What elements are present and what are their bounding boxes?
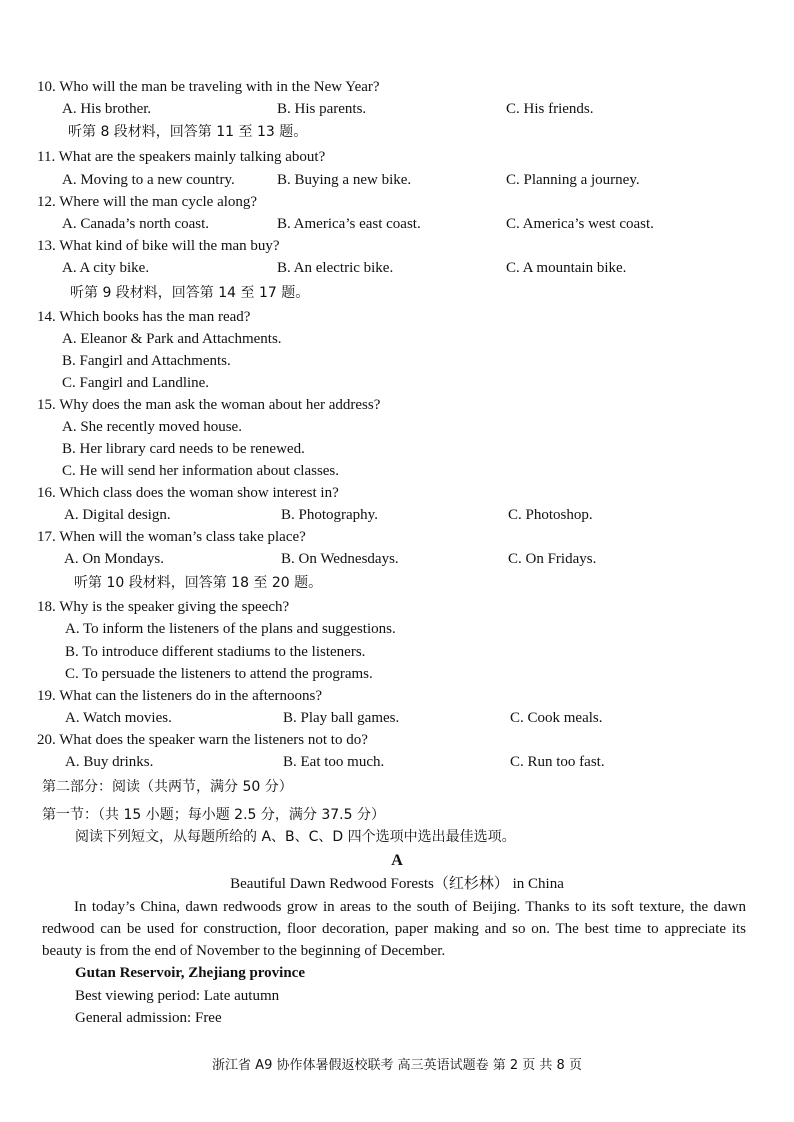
option-b: B. America’s east coast. xyxy=(277,216,421,232)
question-stem: 15. Why does the man ask the woman about her address? xyxy=(37,397,381,413)
question-11 xyxy=(0,146,794,168)
place-heading xyxy=(0,962,794,984)
option-c: C. On Fridays. xyxy=(508,551,597,567)
question-stem: 19. What can the listeners do in the afternoons? xyxy=(37,688,323,704)
section1-heading xyxy=(0,804,794,826)
instruction-seg10 xyxy=(0,572,794,594)
page-footer: 浙江省 A9 协作体暑假返校联考 高三英语试题卷 第 2 页 共 8 页 xyxy=(212,1058,582,1073)
option-b: B. Fangirl and Attachments. xyxy=(62,353,231,369)
question-19-options xyxy=(0,707,794,729)
instruction-text: 听第 10 段材料，回答第 18 至 20 题。 xyxy=(74,575,323,591)
question-stem: 12. Where will the man cycle along? xyxy=(37,194,258,210)
reading-directions-text: 阅读下列短文，从每题所给的 A、B、C、D 四个选项中选出最佳选项。 xyxy=(75,829,516,845)
option-b: B. Photography. xyxy=(281,507,378,523)
question-stem: 13. What kind of bike will the man buy? xyxy=(37,238,280,254)
option-b: B. To introduce different stadiums to the listeners. xyxy=(65,644,366,660)
option-a: A. Eleanor & Park and Attachments. xyxy=(62,331,282,347)
viewing-period-text: Best viewing period: Late autumn xyxy=(75,988,280,1004)
option-c: C. Fangirl and Landline. xyxy=(62,375,210,391)
option-c: C. To persuade the listeners to attend the programs. xyxy=(65,666,373,682)
question-12 xyxy=(0,191,794,213)
option-a: A. On Mondays. xyxy=(64,551,164,567)
option-a: A. Digital design. xyxy=(64,507,171,523)
question-10 xyxy=(0,76,794,98)
question-15-option-a xyxy=(0,416,794,438)
question-14-option-b xyxy=(0,350,794,372)
question-stem: 11. What are the speakers mainly talking about? xyxy=(37,149,326,165)
option-c: C. Run too fast. xyxy=(510,754,605,770)
option-c: C. He will send her information about classes. xyxy=(62,463,340,479)
option-a: A. His brother. xyxy=(62,101,152,117)
question-16 xyxy=(0,482,794,504)
question-12-options xyxy=(0,213,794,235)
question-17 xyxy=(0,526,794,548)
option-c: C. Cook meals. xyxy=(510,710,603,726)
option-a: A. Watch movies. xyxy=(65,710,172,726)
option-c: C. A mountain bike. xyxy=(506,260,627,276)
question-20 xyxy=(0,729,794,751)
question-19 xyxy=(0,685,794,707)
reading-directions xyxy=(0,826,794,848)
option-a: A. She recently moved house. xyxy=(62,419,242,435)
question-14-option-c xyxy=(0,372,794,394)
question-18-option-b xyxy=(0,641,794,663)
question-stem: 18. Why is the speaker giving the speech? xyxy=(37,599,290,615)
question-18-option-a xyxy=(0,618,794,640)
option-a: A. Canada’s north coast. xyxy=(62,216,210,232)
instruction-seg8 xyxy=(0,121,794,143)
viewing-period xyxy=(0,985,794,1007)
question-17-options xyxy=(0,548,794,570)
option-a: A. Moving to a new country. xyxy=(62,172,235,188)
question-10-options xyxy=(0,98,794,120)
option-c: C. His friends. xyxy=(506,101,594,117)
admission xyxy=(0,1007,794,1029)
option-b: B. Buying a new bike. xyxy=(277,172,412,188)
question-stem: 10. Who will the man be traveling with in the New Year? xyxy=(37,79,380,95)
question-18-option-c xyxy=(0,663,794,685)
instruction-text: 听第 8 段材料，回答第 11 至 13 题。 xyxy=(68,124,308,140)
passage-title: Beautiful Dawn Redwood Forests（红杉林） in China xyxy=(230,876,564,892)
option-a: A. A city bike. xyxy=(62,260,150,276)
instruction-text: 听第 9 段材料，回答第 14 至 17 题。 xyxy=(70,285,310,301)
option-b: B. On Wednesdays. xyxy=(281,551,399,567)
option-b: B. Her library card needs to be renewed. xyxy=(62,441,305,457)
option-b: B. Play ball games. xyxy=(283,710,400,726)
question-11-options xyxy=(0,169,794,191)
question-15-option-c xyxy=(0,460,794,482)
question-13 xyxy=(0,235,794,257)
option-c: C. Photoshop. xyxy=(508,507,593,523)
question-18 xyxy=(0,596,794,618)
option-b: B. An electric bike. xyxy=(277,260,394,276)
question-15 xyxy=(0,394,794,416)
part2-heading xyxy=(0,776,794,798)
option-c: C. America’s west coast. xyxy=(506,216,654,232)
question-13-options xyxy=(0,257,794,279)
option-b: B. His parents. xyxy=(277,101,367,117)
question-stem: 20. What does the speaker warn the listeners not to do? xyxy=(37,732,368,748)
option-b: B. Eat too much. xyxy=(283,754,385,770)
question-14-option-a xyxy=(0,328,794,350)
passage-letter: A xyxy=(391,852,403,869)
option-c: C. Planning a journey. xyxy=(506,172,640,188)
section1-heading-text: 第一节：（共 15 小题；每小题 2.5 分，满分 37.5 分） xyxy=(42,807,385,823)
question-14 xyxy=(0,306,794,328)
option-a: A. Buy drinks. xyxy=(65,754,154,770)
question-16-options xyxy=(0,504,794,526)
admission-text: General admission: Free xyxy=(75,1010,222,1026)
part2-heading-text: 第二部分：阅读（共两节，满分 50 分） xyxy=(42,779,293,795)
question-15-option-b xyxy=(0,438,794,460)
instruction-seg9 xyxy=(0,282,794,304)
place-heading-text: Gutan Reservoir, Zhejiang province xyxy=(75,965,306,981)
question-stem: 16. Which class does the woman show interest in? xyxy=(37,485,339,501)
passage-intro: In today’s China, dawn redwoods grow in areas to the south of Beijing. Thanks to its soft texture, the dawn redwood can be used for construction, floor decoration, paper making and so on. The best time to appreciate its beauty is from the end of November to the beginning of December. xyxy=(42,899,746,959)
question-stem: 17. When will the woman’s class take place? xyxy=(37,529,306,545)
question-stem: 14. Which books has the man read? xyxy=(37,309,251,325)
option-a: A. To inform the listeners of the plans and suggestions. xyxy=(65,621,396,637)
question-20-options xyxy=(0,751,794,773)
